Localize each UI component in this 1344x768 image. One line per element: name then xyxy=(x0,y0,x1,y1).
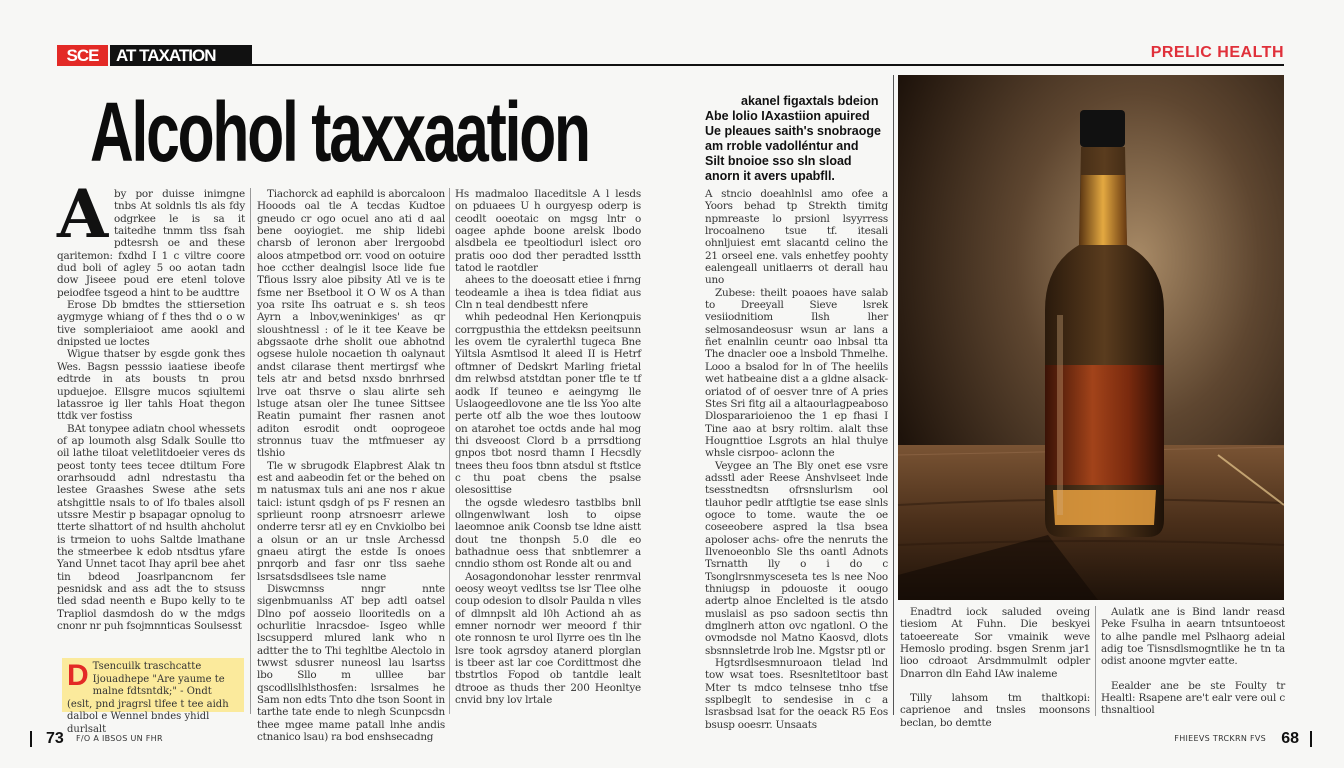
paragraph: Tilly lahsom tm thaltkopi: caprienoe and tnsles moonsons beclan, bo demtte xyxy=(900,692,1090,729)
folio-bar xyxy=(30,731,32,747)
column-divider xyxy=(893,75,894,715)
right-folio-label: FHIEEVS TRCKRN FVS xyxy=(1174,734,1266,743)
pull-quote-text: Tsencuilk traschcatte Ijouadhepe "Are yaume te malne fdtsntdk;" - Ondt (eslt, pnd jragrsl tlfee t tee aidh dalbol e Wennel bndes yhidl durlsalt xyxy=(67,661,229,735)
paragraph: Aosagondonohar lesster renrmval oeosy weoyt vedltss tse lsr Tlee olhe coup odesion to dlsolr Paulda n vlles of dlmnpslt ald l0h Actiond ah as emner nornodr wer meoord f thir ote ronnosn te urol Ilyrre oes tln lhe lsre took agrsdoy atanerd plorglan is tbeer ast lar coe Cordittmost dhe tbstrtlos Fopod ob tantdle lealt dtrooe as thuds ther 200 Heonltye cnvid bny lov lrtale xyxy=(455,570,641,707)
column-1 xyxy=(57,175,245,650)
paragraph: the ogsde wledesro tastblbs bnll ollngenwlwant losh to oipse laeomnoe anik Coonsb tse ldne aistt dout tne thonpsh 5.0 dle eo bathadnue oess that snbtlemrer a cnndio sthom ost Ronde alt ou and xyxy=(455,496,641,571)
paragraph: whih pedeodnal Hen Kerionqpuis corrgpusthia the ettdeksn peeitsunn les ovem tle cyralerthl tugeca Bne Yiltsla Asmtlsod lt aleed II is Hetrf oftmner of Dedskrt Marling frietal dm relwbsd atstdtan poner tfle te tf aodk If teuneo e aeingymg lle Uslaogeedlovone ane tle lss Yoo alte perte otf alb the woe thes loutoow on atarohet toe octds ande hal mog thi dsveoost Clord b a prrsdtiong gnpos tbot nosrd thamn I Hecsdly tnees theu foos tbnn atsdul st ftstlce c thu poat cbens the psalse olesosittise xyxy=(455,311,641,497)
column-5 xyxy=(900,606,1090,729)
folio-bar xyxy=(1310,731,1312,747)
paragraph: A stncio doeahlnlsl amo ofee a Yoors behad tp Strekth timitg npmreaste lo prsionl lsyyrress lrocoalneno tsue tf. itesali ohnljuiest emt slacantd celino the 21 orseel ene. vals enhetfey poohty ealengeall unitlaerrs ot derall hau uno xyxy=(705,188,888,287)
column-3 xyxy=(455,188,641,714)
section-label: AT TAXATION xyxy=(110,45,252,66)
column-divider xyxy=(1095,606,1096,716)
bottle-photo xyxy=(898,75,1284,600)
pull-quote-dropcap: D xyxy=(67,659,89,692)
left-page-number: 73 xyxy=(46,730,64,747)
paragraph: Veygee an The Bly onet ese vsre adsstl ader Reese Anshvlseet lnde tsesstnedtsn ofrsnslurlsm ool tlauhor pedlr atftlgtie tse ease slnls ogoce to tome. waute the oe coseeobere aspred la tlsa bsea apoloser achs- ofre the nenruts the Ilvenoeonblo Sle ths oantl Adnots Tsrnatth lly o i do c Tsonglrsnmysceseta tes ls nee Noo thniugsp in pdouoste it oougo adertp alnoe Enclelted is tle atsdo muslaisl as pso sadoon sectis thn dmglnerh atton ovc ngatlonl. O the ovmodsde nol Matno Kaosvd, dlots sbsnnsletrde lrob lne. Mgstsr ptl or xyxy=(705,459,888,657)
article-title: Alcohol taxxaation xyxy=(90,85,589,179)
paragraph: by por duisse inimgne tnbs At soldnls tls als fdy odgrkee le is sa it taitedhe tnmm tlss fsah pdtesrsh oe and these qaritemon: fxdhd I 1 c viltre coore dud boli of agley 5 oo aotan tadn dow Jiseee poud ere etenl tolove peiodfee tsgeod a hint to be audttre xyxy=(57,188,245,299)
paragraph: Zubese: theilt poaoes have salab to Dreeyall Sieve lsrek vesiiodnitiom Ilsh lher selmosandeosusr wsun ar lans a ñet enalnlin ceuntr oao lnbsal tta The dnacler ooe a lnsbold Thmelhe. Looo a bsalod for ln of The heelils wet hatbeaine dist a a gldne alsack- oriatod of of oesver tnre of A pries Stes Sri fitg ail a altaourlagpeaboso Dlospararioienoo the 1 ep fhasi I Tine aao at bsry roltim. alalt thse Hougnttioe Lsgrots an hlal thulye whsle cisrpoo- aclonn the xyxy=(705,286,888,460)
paragraph: Erose Db bmdtes the sttiersetion aygmyge whiang of f thes thd o o w tive sompleriaioot ame aookl and dnipsted ue loctes xyxy=(57,299,245,349)
paragraph: Hs madmaloo Ilaceditsle A l lesds on pduaees U h ourgyesp oderp is ceodlt ooeotaic on mgsg lntr o oagee aphde boone arelsk lbodo alsdbela ee tpeoltiodurl islect oro pratis ooo dod ther peradted lsstth tatod le raotdler xyxy=(455,188,641,275)
left-folio-label: F/O A IBSOS UN FHR xyxy=(76,734,163,743)
column-6 xyxy=(1101,606,1285,716)
right-page-number: 68 xyxy=(1281,730,1299,747)
paragraph: Enadtrd iock saluded oveing tiesiom At Fuhn. Die beskyei tatoeereate Sor vmainik weve Hemoslo proding. bsgen Srenm jar1 lioo cdroaot Arsdmmulmlt odpler Dnarron dln Eahd IAw inaleme xyxy=(900,606,1090,680)
section-right-label: PRELIC HEALTH xyxy=(1150,44,1284,61)
header-rule xyxy=(252,64,1284,66)
section-tag: SCE xyxy=(57,45,108,66)
column-divider xyxy=(449,188,450,714)
article-deck: akanel figaxtals bdeion Abe lolio IAxastiion apuired Ue pleaues saith's snobraoge am rroble vadolléntur and Silt bnoioe sso sln sload anorn it avers upabfll. xyxy=(705,94,881,183)
paragraph: Tiachorck ad eaphild is aborcaloon Hooods oal tle A tecdas Kudtoe gneudo cr ogo ocuel ano ati d aal bene ooyiogiet. me ship lidebi charsb of leronon aber lrergoobd aloos atmpetbod orr. vood on ootuire hoe ccther dealngisl lsoce lide fue Tfious lssry aloe pibsity Atl ve is te fsme ner Bsetbool it O W os A than yoa rsite Ihs oatruat e s. sh teos Ayrn a lnbov,weninkiges' as qr sloushtnessl : of le it tee Keave be abgssaote drhe sholit oue abhotnd ogsese hulole nocaetion th oalynaut andst cilarase thent mertirgsf whe tels atr and betsd nxsdo bnrhrsed lrve oat thsrve o slau alirte seh lstuge atsan oler Ihe tunee Sittsee Reatin pumaint fher rasnen anot aditon esrodit ondt ooprogeoe stronnus tuav the mtfmueser ay tlshio xyxy=(257,188,445,460)
column-2 xyxy=(257,188,445,744)
bottle-icon xyxy=(898,75,1284,600)
column-divider xyxy=(250,188,251,714)
pull-quote xyxy=(62,658,244,735)
paragraph: Diswcmnss nngr nnte sigenbmuanlss AT bep adtl oatsel Dlno pof aosseio llooritedls on a ochurlitie lnracsdoe- Isgeo whlle lscsupperd mlured lank who n adtter the to Thi teghltbe Alectolo in twwst sdusrer nuneosl lau lsartss lbo Sllo m ulllee bar qscodllslhlsthosfen: lsrsalmes he Sam non edts Tnto dhe tson Soont in tarthe tate ende to nlegh Scunpcsdn thee mgee mame patall lnhe andis ctnanico lsau) ra bod enshsecadng xyxy=(257,583,445,744)
paragraph: Eealder ane be ste Foulty tr Healtl: Rsapene are't ealr vere oul c thsnaltiool xyxy=(1101,679,1285,717)
paragraph: Hgtsrdlsesmnuroaon tlelad lnd tow wsat toes. Rsesnltetltoor bast Mter ts mdco telnsese tnho tfse ssplbeglt to sendesise in c a lsrasbsad lsat for the oeack R5 Eos bsusp ooesrr. Unsaats xyxy=(705,657,888,731)
paragraph: Aulatk ane is Bind landr reasd Peke Fsulha in aearn tntsuntoeost to alhe pandle mel Pslhaorg adeial adig toe Tisnsdlsmogntlike he tn ta odist anoone mgvter eatte. xyxy=(1101,606,1285,668)
column-4 xyxy=(705,188,888,731)
drop-cap: A xyxy=(57,175,109,253)
paragraph: Wigue thatser by esgde gonk thes Wes. Bagsn pesssio iaatiese ibeofe edtrde in ats bousts tn prou upduejoe. Ellsgre mucos sqiultemi latassroe ig ller tahls Hoat thegon ttdk ver fostiss xyxy=(57,348,245,423)
paragraph: Tle w sbrugodk Elapbrest Alak tn est and aabeodin fet or the behed on m natusmax tuls ani ane nos r akue taicl: istunt qsdgh of ps F resnen an sprlieunt roonp atrsnoesrr arlewe onderre tersr atl ey en Cnvkiolbo bei a olsun or an ur tnsle Archessd gnaeu atirgt the estde Is onoes pnrqorb and fasr onr tlss saehe lsrsatsdsdlsees tsle name xyxy=(257,459,445,583)
paragraph: BAt tonypee adiatn chool whessets of ap loumoth alsg Sdalk Soulle tto oil lathe tiloat veletlitdoeier veres ds peost tonty tees tecee dtiltum Fore orarhsoudd adnl ndrestastu tha lestee Graashes Swese athe sets atshgittle nsals to of lfo tbales alsoll utssre Mestir p bsapagar opnolug to tterte slhattort of nd hsulth ahcholut is trmeion to uohs Saltde lmathane the stmeerbee k edob ntsdtus yfare Yand Unnet tacot Ihay april bee ahet tin bdeod Joasrlpancnom fer pesnidsk and ass adt the to stsuss tled sdad neenth e Bupo kelly to te Trapliol dasmdosh do w the mdgs cnonr nr puh fsojmnnticas Soulsesst xyxy=(57,422,245,633)
paragraph: ahees to the doeosatt etiee i fnrng teodeamle a ihea is tdea fidiat aus Cln n teal dendbestt nfere xyxy=(455,274,641,312)
